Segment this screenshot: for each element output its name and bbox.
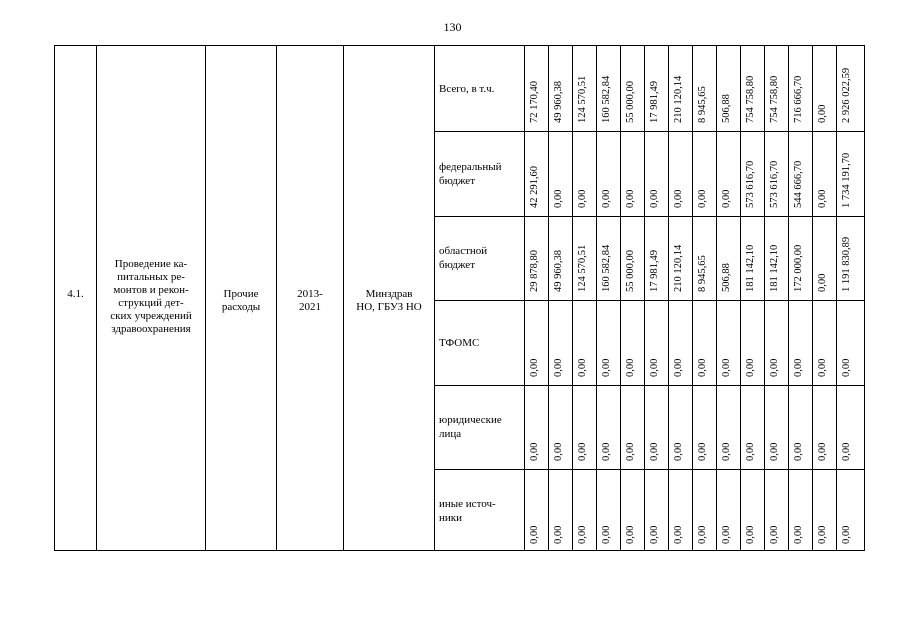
value-cell: 124 570,51 bbox=[577, 75, 588, 123]
value-cell: 72 170,40 bbox=[529, 81, 540, 123]
row-divider bbox=[434, 300, 864, 301]
value-cell: 1 734 191,70 bbox=[841, 152, 852, 208]
value-column-divider bbox=[812, 46, 813, 550]
source-label: иные источ- ники bbox=[439, 497, 496, 524]
value-cell: 0,00 bbox=[577, 189, 588, 208]
value-cell: 0,00 bbox=[553, 525, 564, 544]
value-cell: 0,00 bbox=[577, 525, 588, 544]
value-cell: 1 191 830,89 bbox=[841, 236, 852, 292]
column-divider bbox=[434, 46, 435, 550]
source-label: юридические лица bbox=[439, 414, 502, 440]
row-divider bbox=[434, 131, 864, 132]
value-cell: 0,00 bbox=[577, 358, 588, 377]
value-cell: 754 758,80 bbox=[745, 75, 756, 123]
value-cell: 0,00 bbox=[841, 442, 852, 461]
value-column-divider bbox=[764, 46, 765, 550]
value-cell: 0,00 bbox=[793, 525, 804, 544]
value-cell: 172 000,00 bbox=[793, 244, 804, 292]
value-cell: 2 926 022,59 bbox=[841, 67, 852, 123]
value-cell: 0,00 bbox=[673, 189, 684, 208]
value-cell: 0,00 bbox=[673, 442, 684, 461]
value-cell: 29 878,80 bbox=[529, 250, 540, 292]
expense-type: Прочие расходы bbox=[221, 288, 261, 313]
value-cell: 0,00 bbox=[817, 442, 828, 461]
value-cell: 0,00 bbox=[697, 189, 708, 208]
value-cell: 0,00 bbox=[697, 525, 708, 544]
value-cell: 0,00 bbox=[793, 358, 804, 377]
value-cell: 124 570,51 bbox=[577, 244, 588, 292]
value-cell: 0,00 bbox=[721, 189, 732, 208]
value-cell: 17 981,49 bbox=[649, 81, 660, 123]
value-cell: 0,00 bbox=[673, 525, 684, 544]
value-cell: 160 582,84 bbox=[601, 75, 612, 123]
value-cell: 0,00 bbox=[841, 525, 852, 544]
source-label: федеральный бюджет bbox=[439, 160, 502, 187]
value-cell: 0,00 bbox=[649, 525, 660, 544]
period: 2013- 2021 bbox=[297, 288, 323, 313]
column-divider bbox=[205, 46, 206, 550]
value-cell: 0,00 bbox=[721, 525, 732, 544]
value-cell: 0,00 bbox=[529, 358, 540, 377]
value-cell: 0,00 bbox=[769, 358, 780, 377]
page-number: 130 bbox=[443, 20, 462, 34]
value-cell: 49 960,38 bbox=[553, 81, 564, 123]
executor: Минздрав НО, ГБУЗ НО bbox=[356, 288, 422, 313]
value-cell: 0,00 bbox=[625, 358, 636, 377]
value-cell: 0,00 bbox=[697, 358, 708, 377]
value-column-divider bbox=[788, 46, 789, 550]
value-cell: 754 758,80 bbox=[769, 75, 780, 123]
value-column-divider bbox=[740, 46, 741, 550]
value-cell: 0,00 bbox=[649, 442, 660, 461]
value-cell: 0,00 bbox=[817, 104, 828, 123]
value-column-divider bbox=[620, 46, 621, 550]
value-cell: 0,00 bbox=[601, 358, 612, 377]
value-cell: 0,00 bbox=[745, 358, 756, 377]
value-cell: 210 120,14 bbox=[673, 244, 684, 292]
item-number: 4.1. bbox=[67, 288, 84, 300]
value-column-divider bbox=[668, 46, 669, 550]
value-cell: 181 142,10 bbox=[769, 244, 780, 292]
value-cell: 0,00 bbox=[553, 189, 564, 208]
value-cell: 0,00 bbox=[793, 442, 804, 461]
value-cell: 55 000,00 bbox=[625, 81, 636, 123]
value-cell: 55 000,00 bbox=[625, 250, 636, 292]
value-cell: 210 120,14 bbox=[673, 75, 684, 123]
value-cell: 0,00 bbox=[601, 189, 612, 208]
value-column-divider bbox=[692, 46, 693, 550]
source-label: ТФОМС bbox=[439, 336, 480, 349]
value-cell: 160 582,84 bbox=[601, 244, 612, 292]
value-cell: 716 666,70 bbox=[793, 75, 804, 123]
value-column-divider bbox=[644, 46, 645, 550]
value-cell: 8 945,65 bbox=[697, 255, 708, 292]
value-cell: 42 291,60 bbox=[529, 166, 540, 208]
value-cell: 0,00 bbox=[529, 442, 540, 461]
column-divider bbox=[276, 46, 277, 550]
value-cell: 0,00 bbox=[697, 442, 708, 461]
value-cell: 0,00 bbox=[601, 442, 612, 461]
value-cell: 0,00 bbox=[769, 442, 780, 461]
row-divider bbox=[434, 385, 864, 386]
value-cell: 8 945,65 bbox=[697, 86, 708, 123]
value-cell: 0,00 bbox=[745, 442, 756, 461]
value-cell: 573 616,70 bbox=[769, 160, 780, 208]
value-cell: 0,00 bbox=[553, 442, 564, 461]
value-cell: 0,00 bbox=[673, 358, 684, 377]
row-divider bbox=[434, 216, 864, 217]
value-cell: 0,00 bbox=[529, 525, 540, 544]
source-label: областной бюджет bbox=[439, 245, 488, 271]
column-divider bbox=[524, 46, 525, 550]
financing-table bbox=[54, 45, 865, 551]
value-cell: 0,00 bbox=[745, 525, 756, 544]
value-cell: 0,00 bbox=[817, 358, 828, 377]
value-cell: 0,00 bbox=[625, 525, 636, 544]
value-cell: 0,00 bbox=[721, 358, 732, 377]
value-cell: 181 142,10 bbox=[745, 244, 756, 292]
value-cell: 0,00 bbox=[721, 442, 732, 461]
value-column-divider bbox=[836, 46, 837, 550]
value-cell: 506,88 bbox=[721, 263, 732, 292]
value-column-divider bbox=[572, 46, 573, 550]
value-cell: 544 666,70 bbox=[793, 160, 804, 208]
value-cell: 506,88 bbox=[721, 94, 732, 123]
value-cell: 0,00 bbox=[817, 273, 828, 292]
value-cell: 0,00 bbox=[649, 358, 660, 377]
value-cell: 0,00 bbox=[577, 442, 588, 461]
source-label: Всего, в т.ч. bbox=[439, 82, 495, 95]
value-column-divider bbox=[596, 46, 597, 550]
value-cell: 0,00 bbox=[769, 525, 780, 544]
value-cell: 0,00 bbox=[601, 525, 612, 544]
column-divider bbox=[343, 46, 344, 550]
value-cell: 0,00 bbox=[649, 189, 660, 208]
column-divider bbox=[96, 46, 97, 550]
value-cell: 49 960,38 bbox=[553, 250, 564, 292]
value-cell: 17 981,49 bbox=[649, 250, 660, 292]
value-cell: 0,00 bbox=[841, 358, 852, 377]
value-cell: 0,00 bbox=[817, 189, 828, 208]
item-name: Проведение ка- питальных ре- монтов и рекон- струкций дет- ских учреждений здравоохранения bbox=[110, 258, 192, 335]
value-cell: 573 616,70 bbox=[745, 160, 756, 208]
value-column-divider bbox=[548, 46, 549, 550]
value-cell: 0,00 bbox=[817, 525, 828, 544]
value-cell: 0,00 bbox=[625, 442, 636, 461]
value-cell: 0,00 bbox=[625, 189, 636, 208]
value-cell: 0,00 bbox=[553, 358, 564, 377]
value-column-divider bbox=[716, 46, 717, 550]
row-divider bbox=[434, 469, 864, 470]
